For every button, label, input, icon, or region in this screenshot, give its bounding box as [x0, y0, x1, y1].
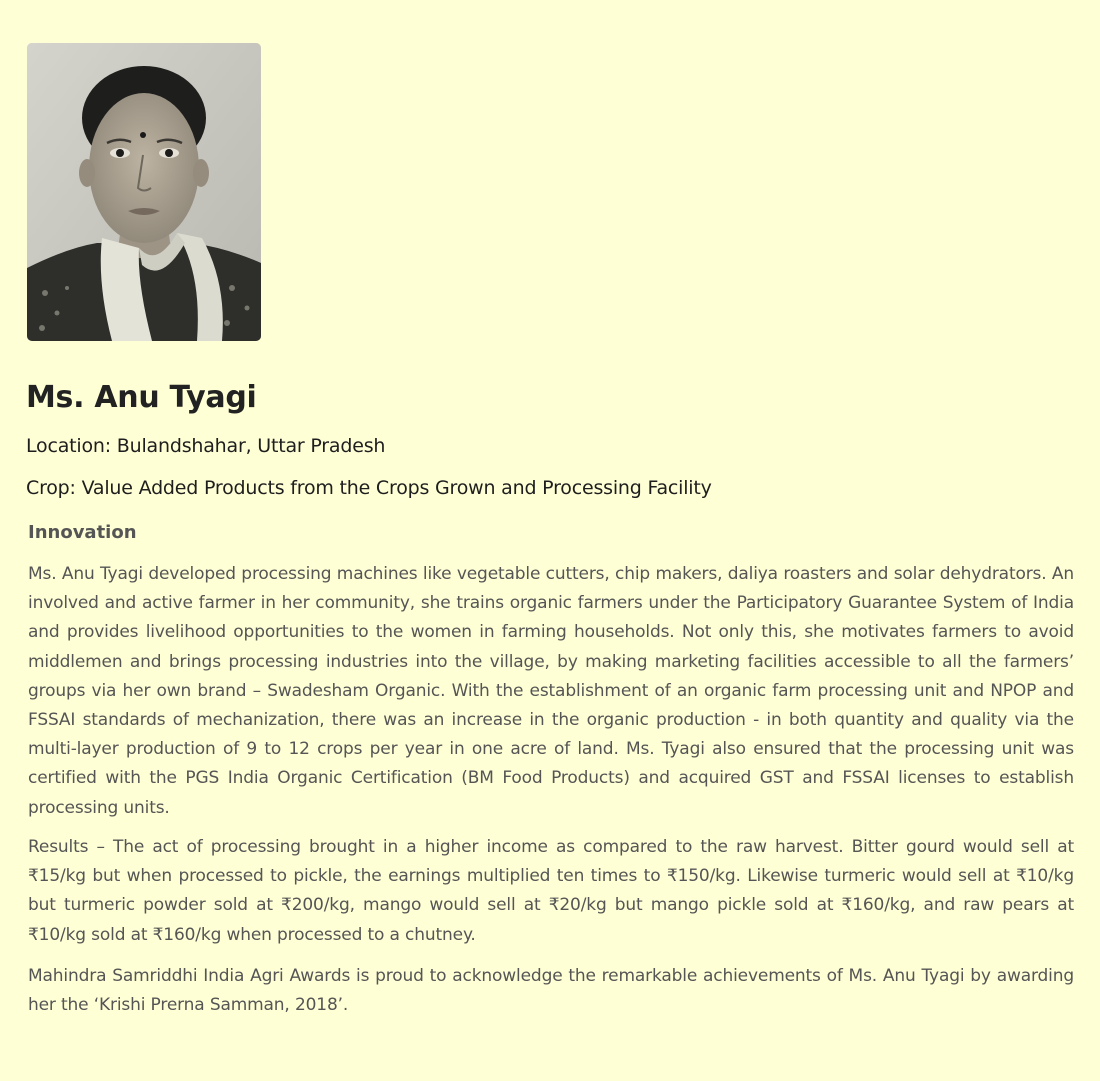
profile-name: Ms. Anu Tyagi	[26, 380, 257, 415]
portrait-image	[27, 43, 261, 341]
profile-photo	[27, 43, 261, 341]
results-paragraph: Results – The act of processing brought in a higher income as compared to the raw harvest. Bitter gourd would sell at ₹15/kg but when processed to pickle, the earnings multiplied ten times to ₹150/kg. Likewise turmeric would sell at ₹10/kg but turmeric powder sold at ₹200/kg, mango would sell at ₹20/kg but mango pickle sold at ₹160/kg, and raw pears at ₹10/kg sold at ₹160/kg when processed to a chutney.	[28, 837, 1074, 945]
location-line: Location: Bulandshahar, Uttar Pradesh	[26, 435, 386, 457]
innovation-paragraph: Ms. Anu Tyagi developed processing machines like vegetable cutters, chip makers, daliya roasters and solar dehydrators. An involved and active farmer in her community, she trains organic farmers under the Participatory Guarantee System of India and provides livelihood opportunities to the women in farming households. Not only this, she motivates farmers to avoid middlemen and brings processing industries into the village, by making marketing facilities accessible to all the farmers’ groups via her own brand – Swadesham Organic. With the establishment of an organic farm processing unit and NPOP and FSSAI standards of mechanization, there was an increase in the organic production - in both quantity and quality via the multi-layer production of 9 to 12 crops per year in one acre of land. Ms. Tyagi also ensured that the processing unit was certified with the PGS India Organic Certification (BM Food Products) and acquired GST and FSSAI licenses to establish processing units.	[28, 564, 1074, 818]
innovation-heading: Innovation	[28, 522, 137, 543]
award-paragraph: Mahindra Samriddhi India Agri Awards is proud to acknowledge the remarkable achievements of Ms. Anu Tyagi by awarding her the ‘Krishi Prerna Samman, 2018’.	[28, 966, 1074, 1016]
crop-line: Crop: Value Added Products from the Crops Grown and Processing Facility	[26, 477, 712, 499]
